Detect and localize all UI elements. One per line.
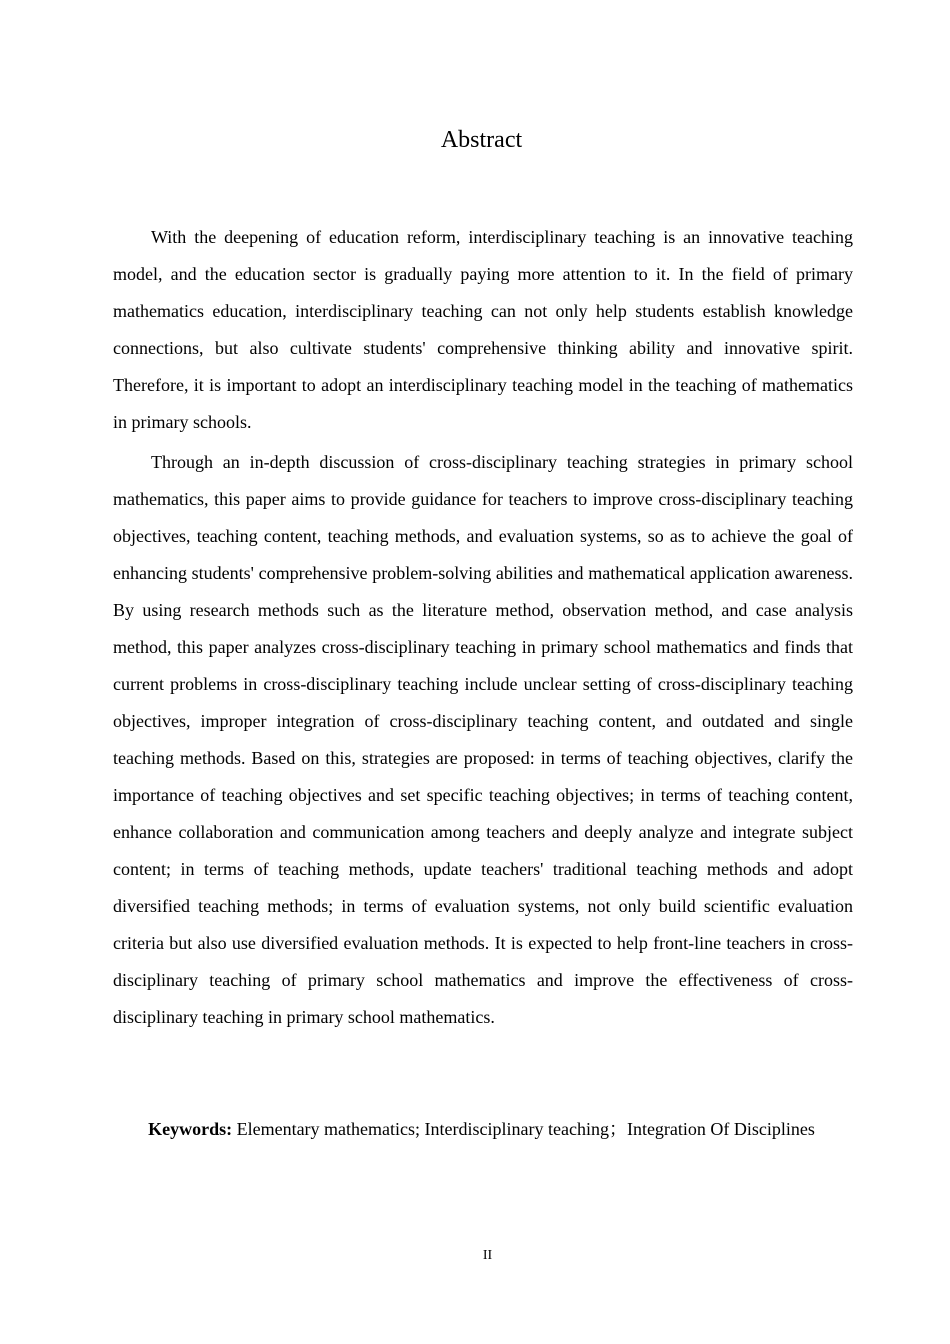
keywords-label: Keywords: [148, 1119, 233, 1139]
page-number: II [482, 1248, 493, 1263]
keywords-line [0, 1111, 950, 1148]
abstract-title: Abstract [440, 127, 523, 153]
keywords-value: Elementary mathematics; Interdisciplinary teaching；Integration Of Disciplines [236, 1119, 815, 1139]
abstract-body [113, 219, 853, 1036]
abstract-paragraph-1: With the deepening of education reform, interdisciplinary teaching is an innovative teaching model, and the education sector is gradually paying more attention to it. In the field of primary mathematics education, interdisciplinary teaching can not only help students establish knowledge connections, but also cultivate students' comprehensive thinking ability and innovative spirit. Therefore, it is important to adopt an interdisciplinary teaching model in the teaching of mathematics in primary schools. [113, 227, 853, 432]
abstract-paragraph-2: Through an in-depth discussion of cross-disciplinary teaching strategies in primary school mathematics, this paper aims to provide guidance for teachers to improve cross-disciplinary teaching objectives, teaching content, teaching methods, and evaluation systems, so as to achieve the goal of enhancing students' comprehensive problem-solving abilities and mathematical application awareness. By using research methods such as the literature method, observation method, and case analysis method, this paper analyzes cross-disciplinary teaching in primary school mathematics and finds that current problems in cross-disciplinary teaching include unclear setting of cross-disciplinary teaching objectives, improper integration of cross-disciplinary teaching content, and outdated and single teaching methods. Based on this, strategies are proposed: in terms of teaching objectives, clarify the importance of teaching objectives and set specific teaching objectives; in terms of teaching content, enhance collaboration and communication among teachers and deeply analyze and integrate subject content; in terms of teaching methods, update teachers' traditional teaching methods and adopt diversified teaching methods; in terms of evaluation systems, not only build scientific evaluation criteria but also use diversified evaluation methods. It is expected to help front-line teachers in cross-disciplinary teaching of primary school mathematics and improve the effectiveness of cross-disciplinary teaching in primary school mathematics. [113, 452, 853, 1027]
